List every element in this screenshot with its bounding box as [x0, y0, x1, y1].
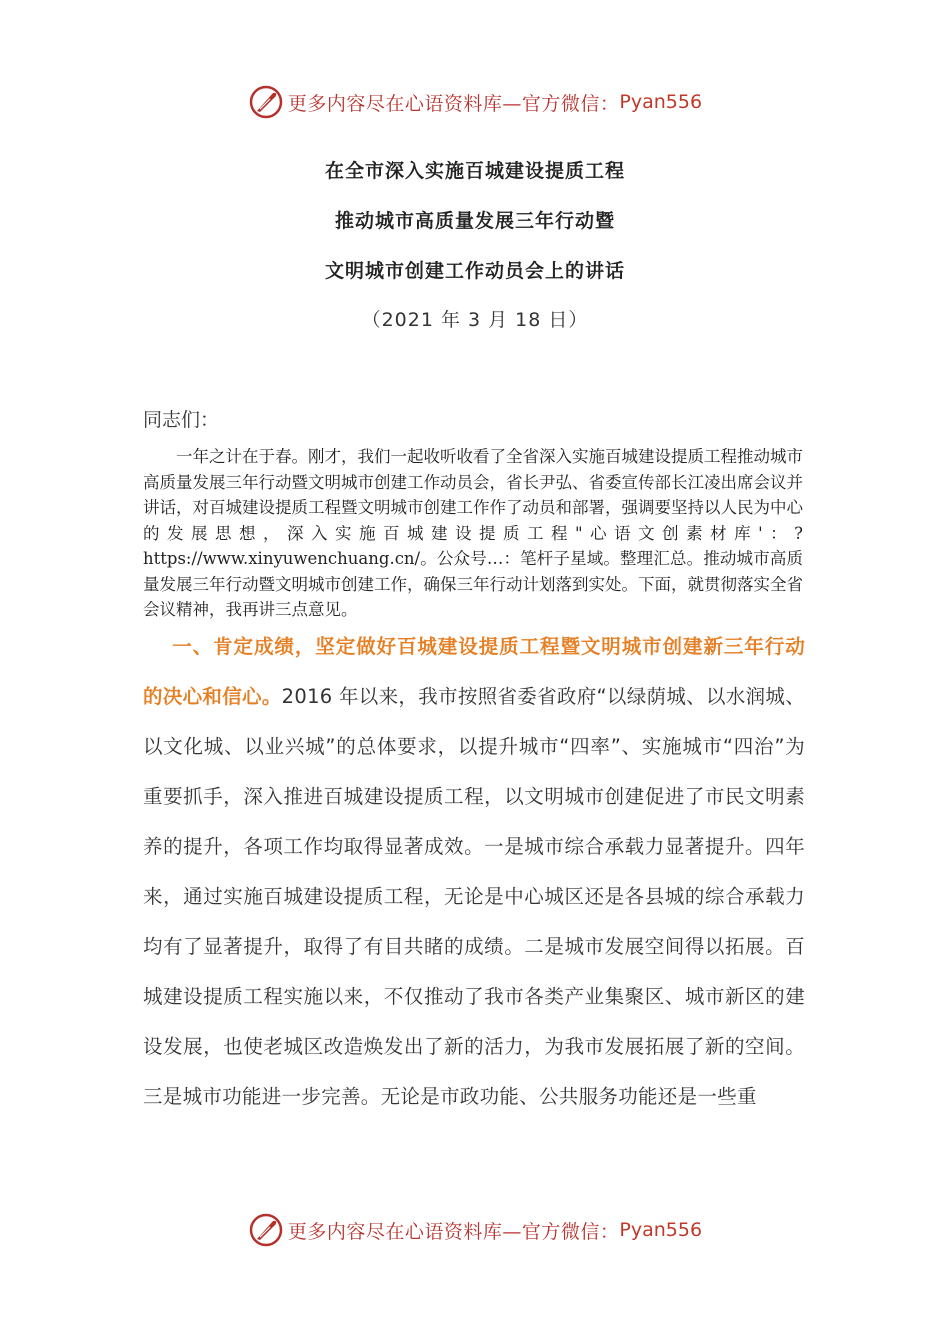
quill-logo-icon — [248, 1212, 284, 1248]
header-watermark-banner — [0, 82, 950, 122]
banner-wechat-id: Pyan556 — [619, 91, 703, 113]
intro-paragraph: 一年之计在于春。刚才，我们一起收听收看了全省深入实施百城建设提质工程推动城市高质量发展三年行动暨文明城市创建工作动员会，省长尹弘、省委宣传部长江凌出席会议并讲话，对百城建设提质工程暨文明城市创建工作作了动员和部署，强调要坚持以人民为中心的发展思想，深入实施百城建设提质工程"心语文创素材库'：?https://www.xinyuwenchuang.cn/。公众号…：笔杆子星域。整理汇总。推动城市高质量发展三年行动暨文明城市创建工作，确保三年行动计划落到实处。下面，就贯彻落实全省会议精神，我再讲三点意见。 — [143, 447, 803, 619]
quill-logo-icon — [248, 84, 284, 120]
banner-wechat-id: Pyan556 — [619, 1219, 703, 1241]
footer-watermark-banner — [0, 1210, 950, 1250]
document-date: （2021 年 3 月 18 日） — [361, 309, 589, 331]
document-title-line-2: 推动城市高质量发展三年行动暨 — [334, 210, 615, 232]
banner-text: 更多内容尽在心语资料库—官方微信： — [287, 92, 620, 115]
section-1-body: 2016 年以来，我市按照省委省政府“以绿荫城、以水润城、以文化城、以业兴城”的总体要求，以提升城市“四率”、实施城市“四治”为重要抓手，深入推进百城建设提质工程，以文明城市创建促进了市民文明素养的提升，各项工作均取得显著成效。一是城市综合承载力显著提升。四年来，通过实施百城建设提质工程，无论是中心城区还是各县城的综合承载力均有了显著提升，取得了有目共睹的成绩。二是城市发展空间得以拓展。百城建设提质工程实施以来，不仅推动了我市各类产业集聚区、城市新区的建设发展，也使老城区改造焕发出了新的活力，为我市发展拓展了新的空间。三是城市功能进一步完善。无论是市政功能、公共服务功能还是一些重 — [143, 685, 805, 1108]
salutation: 同志们： — [143, 409, 220, 431]
section-1-heading: 一、肯定成绩，坚定做好百城建设提质工程暨文明城市创建新三年行动的决心和信心。 — [143, 635, 805, 708]
document-title-line-1: 在全市深入实施百城建设提质工程 — [324, 160, 625, 182]
section-1-paragraph — [143, 622, 805, 1122]
banner-text: 更多内容尽在心语资料库—官方微信： — [287, 1220, 620, 1243]
document-title-line-3: 文明城市创建工作动员会上的讲话 — [324, 260, 625, 282]
